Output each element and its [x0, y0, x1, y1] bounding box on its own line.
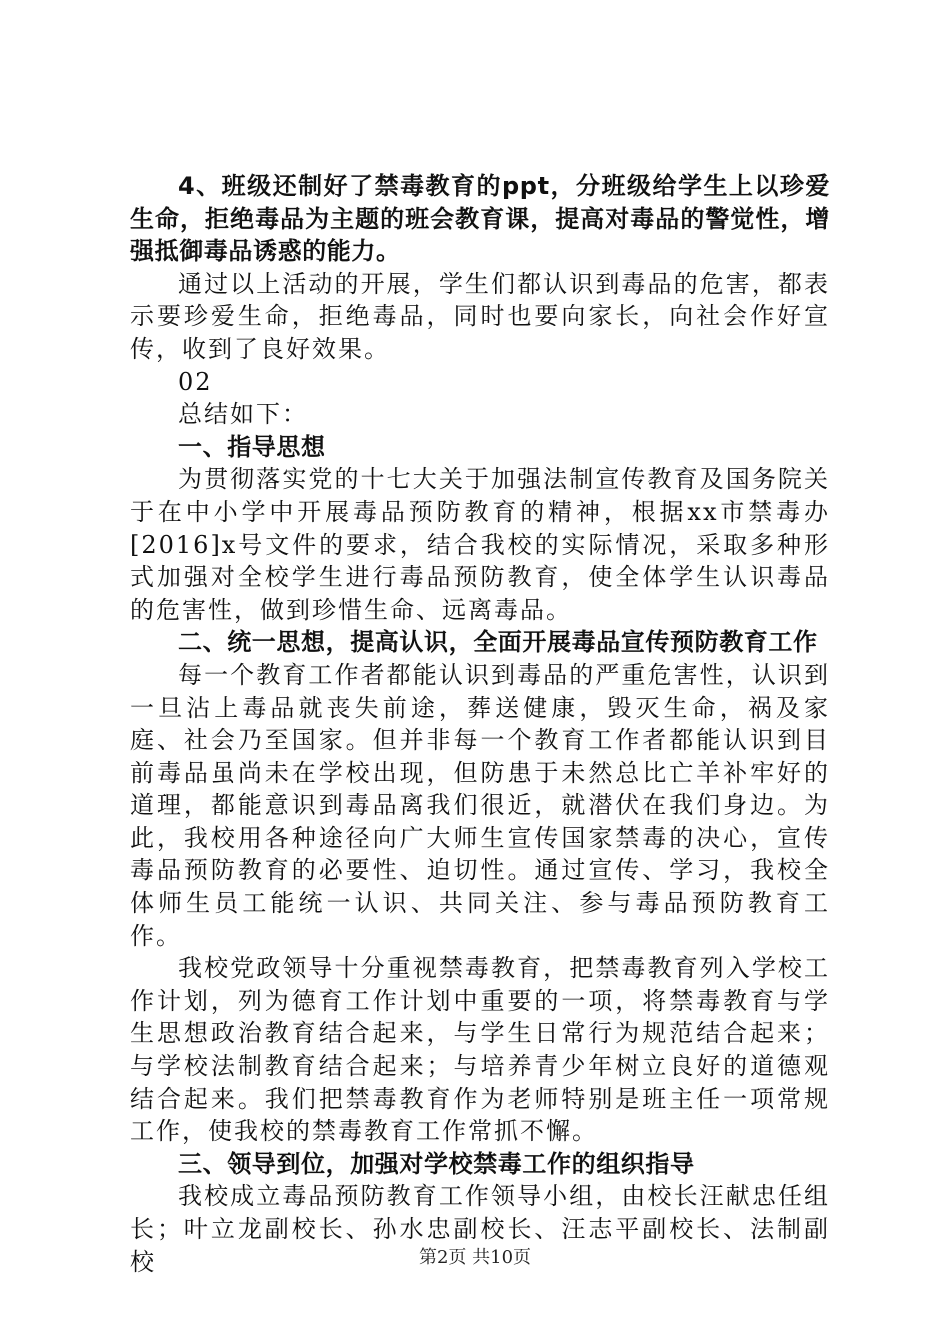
- paragraph-educators: 每一个教育工作者都能认识到毒品的严重危害性，认识到一旦沾上毒品就丧失前途，葬送健康，毁灭生命，祸及家庭、社会乃至国家。但并非每一个教育工作者都能认识到目前毒品虽尚未在学校出现，但防患于未然总比亡羊补牢好的道理，都能意识到毒品离我们很近，就潜伏在我们身边。为此，我校用各种途径向广大师生宣传国家禁毒的决心，宣传毒品预防教育的必要性、迫切性。通过宣传、学习，我校全体师生员工能统一认识、共同关注、参与毒品预防教育工作。: [130, 660, 830, 950]
- paragraph-leading-group: 我校成立毒品预防教育工作领导小组，由校长汪献忠任组长；叶立龙副校长、孙水忠副校长、汪志平副校长、法制副校: [130, 1182, 830, 1276]
- page-footer: 第2页 共10页: [418, 1247, 532, 1268]
- paragraph-guiding-thought: 为贯彻落实党的十七大关于加强法制宣传教育及国务院关于在中小学中开展毒品预防教育的精神，根据xx市禁毒办[2016]x号文件的要求，结合我校的实际情况，采取多种形式加强对全校学生进行毒品预防教育，使全体学生认识毒品的危害性，做到珍惜生命、远离毒品。: [130, 465, 830, 624]
- heading-unify-thinking: 二、统一思想，提高认识，全面开展毒品宣传预防教育工作: [178, 628, 818, 657]
- document-body: [130, 170, 830, 1278]
- paragraph-activity-result: 通过以上活动的开展，学生们都认识到毒品的危害，都表示要珍爱生命，拒绝毒品，同时也要向家长，向社会作好宣传，收到了良好效果。: [130, 269, 830, 363]
- heading-leadership: 三、领导到位，加强对学校禁毒工作的组织指导: [178, 1149, 695, 1178]
- section-number: 02: [178, 367, 213, 396]
- heading-guiding-thought: 一、指导思想: [178, 432, 326, 461]
- summary-intro: 总结如下：: [178, 400, 308, 429]
- paragraph-class-ppt: 4、班级还制好了禁毒教育的ppt，分班级给学生上以珍爱生命，拒绝毒品为主题的班会教育课，提高对毒品的警觉性，增强抵御毒品诱惑的能力。: [130, 172, 830, 266]
- paragraph-leadership-focus: 我校党政领导十分重视禁毒教育，把禁毒教育列入学校工作计划，列为德育工作计划中重要的一项，将禁毒教育与学生思想政治教育结合起来，与学生日常行为规范结合起来；与学校法制教育结合起来；与培养青少年树立良好的道德观结合起来。我们把禁毒教育作为老师特别是班主任一项常规工作，使我校的禁毒教育工作常抓不懈。: [130, 954, 830, 1146]
